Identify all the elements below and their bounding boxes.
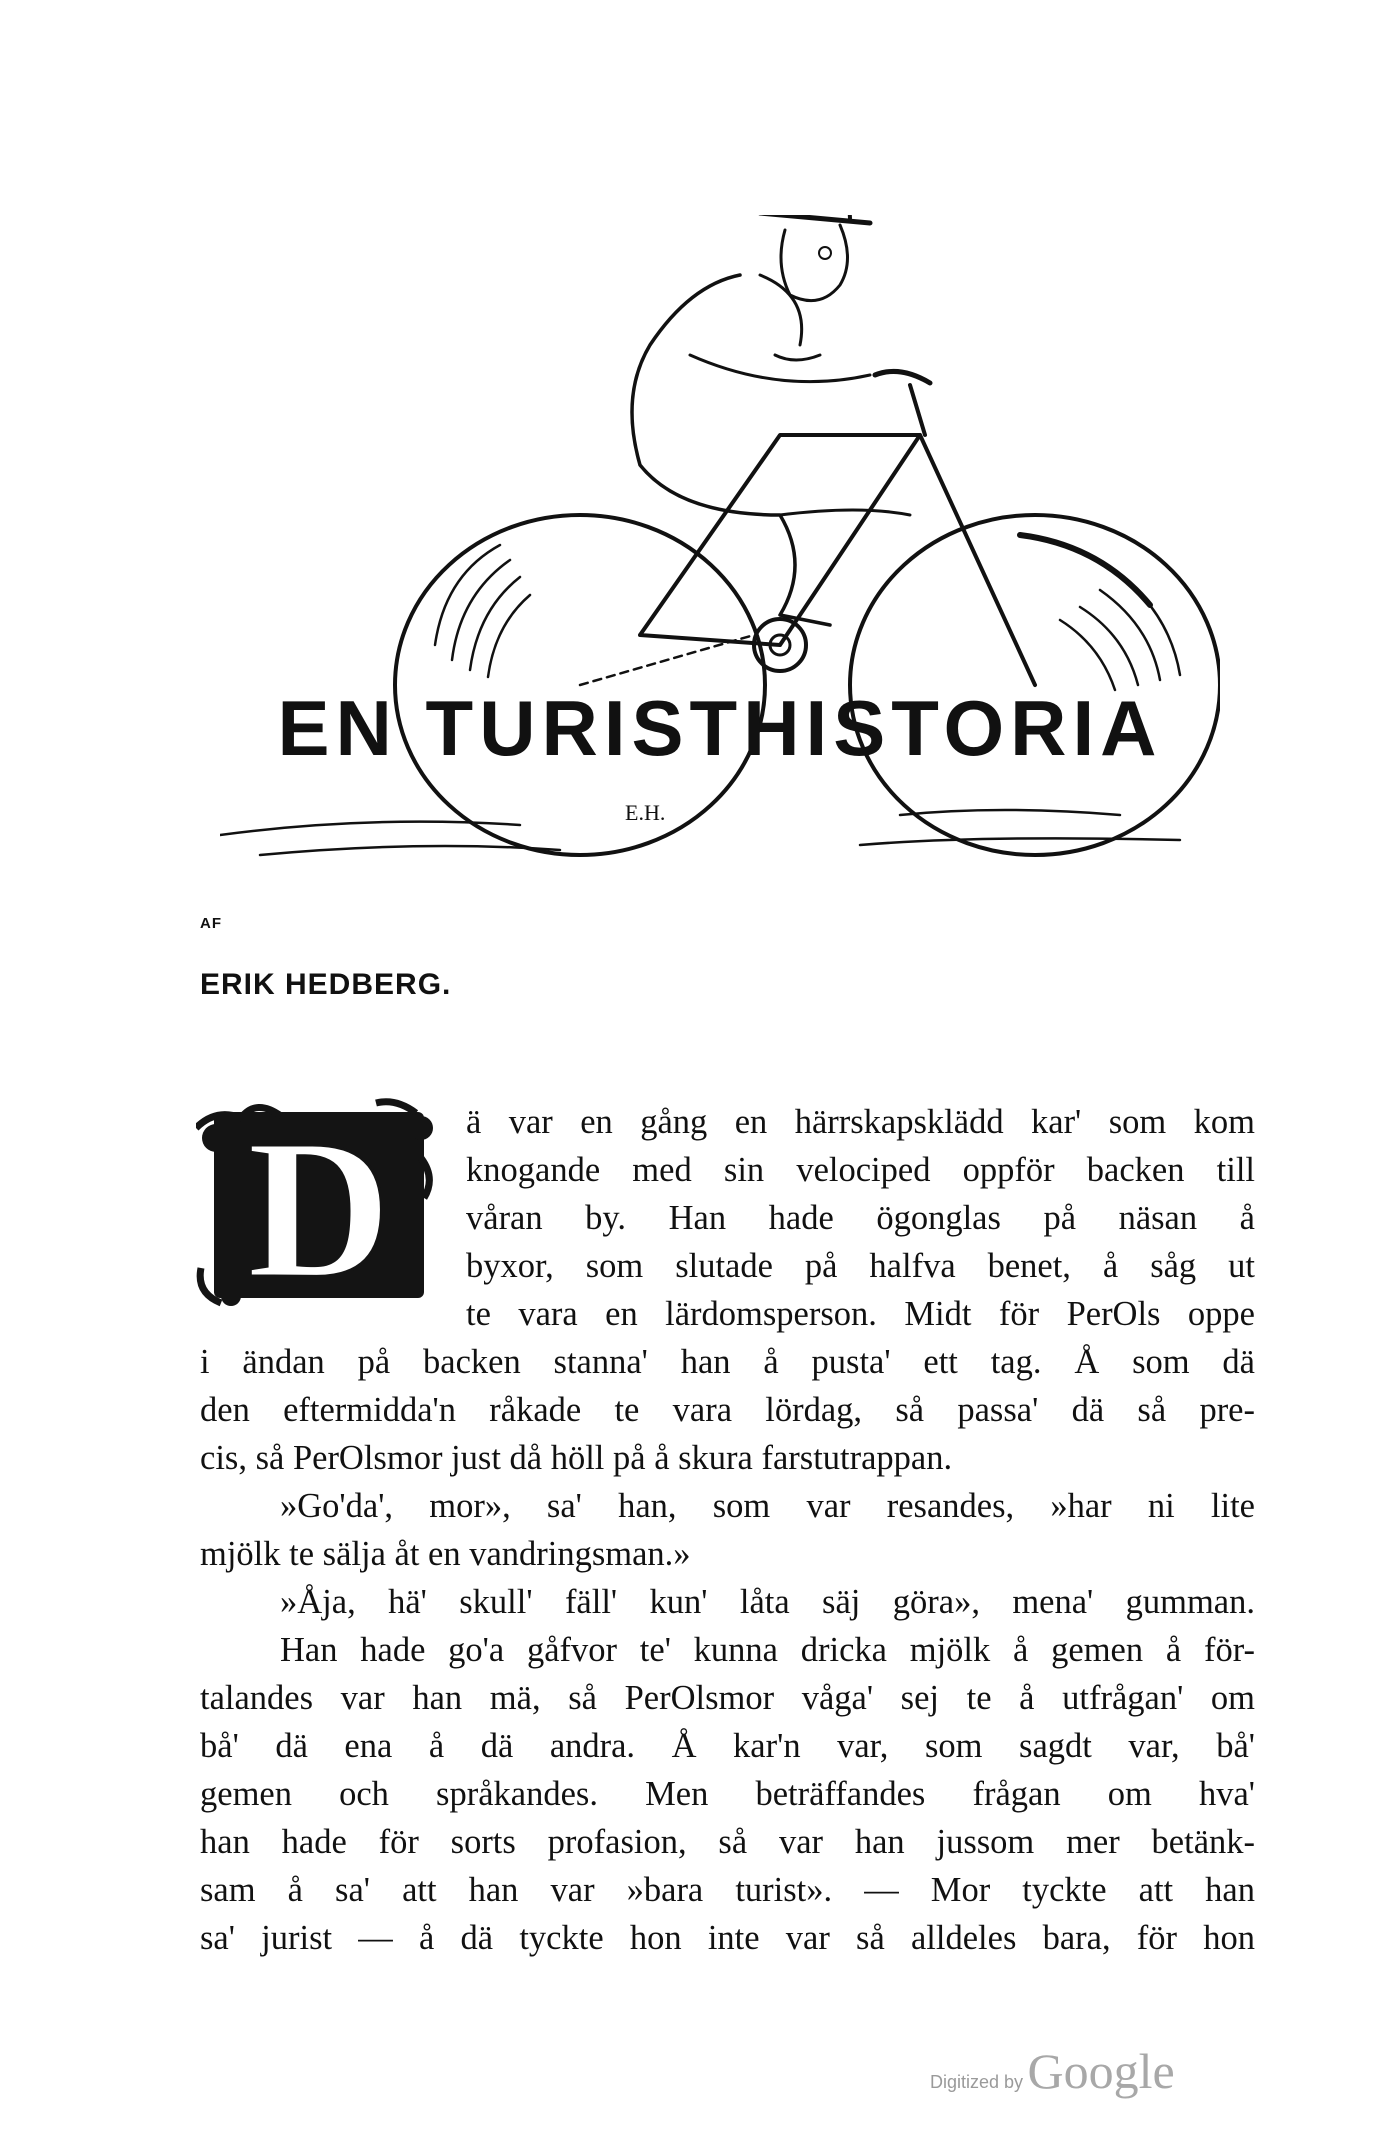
- body-line-12: Han hade go'a gåfvor te' kunna dricka mjölk å gemen å för-: [280, 1631, 1255, 1669]
- body-line-8: cis, så PerOlsmor just då höll på å skura farstutrappan.: [200, 1439, 953, 1477]
- body-line-6: i ändan på backen stanna' han å pusta' ett tag. Å som dä: [200, 1343, 1255, 1381]
- watermark-prefix: Digitized by: [930, 2072, 1024, 2092]
- body-line-17: sam å sa' att han var »bara turist». — Mor tyckte att han: [200, 1871, 1255, 1909]
- digitized-watermark: [930, 2042, 1175, 2100]
- body-line-11: »Åja, hä' skull' fäll' kun' låta säj göra», mena' gumman.: [280, 1583, 1255, 1621]
- body-line-10: mjölk te sälja åt en vandringsman.»: [200, 1535, 691, 1573]
- body-line-15: gemen och språkandes. Men beträffandes frågan om hva': [200, 1775, 1255, 1813]
- body-line-3: våran by. Han hade ögonglas på näsan å: [466, 1199, 1255, 1237]
- body-line-2: knogande med sin velociped oppför backen till: [466, 1151, 1255, 1189]
- byline-author: ERIK HEDBERG.: [200, 968, 452, 1001]
- body-line-4: byxor, som slutade på halfva benet, å såg ut: [466, 1247, 1255, 1285]
- body-line-14: bå' dä ena å dä andra. Å kar'n var, som sagdt var, bå': [200, 1727, 1255, 1765]
- body-line-7: den eftermidda'n råkade te vara lördag, så passa' dä så pre-: [200, 1391, 1255, 1429]
- body-line-13: talandes var han mä, så PerOlsmor våga' sej te å utfrågan' om: [200, 1679, 1255, 1717]
- body-line-16: han hade för sorts profasion, så var han jussom mer betänk-: [200, 1823, 1255, 1861]
- drop-cap-initial: [196, 1098, 436, 1308]
- article-title: EN TURISTHISTORIA: [277, 684, 1163, 772]
- body-line-1: ä var en gång en härrskapsklädd kar' som kom: [466, 1103, 1255, 1141]
- illustrator-initials: E.H.: [625, 800, 666, 825]
- body-line-5: te vara en lärdomsperson. Midt för PerOls oppe: [466, 1295, 1255, 1333]
- drop-cap-letter: D: [246, 1099, 392, 1308]
- body-line-9: »Go'da', mor», sa' han, som var resandes, »har ni lite: [280, 1487, 1255, 1525]
- title-illustration: [220, 215, 1220, 865]
- watermark-brand: Google: [1027, 2043, 1175, 2099]
- body-line-18: sa' jurist — å dä tyckte hon inte var så alldeles bara, för hon: [200, 1919, 1255, 1957]
- byline-prefix: AF: [200, 915, 222, 932]
